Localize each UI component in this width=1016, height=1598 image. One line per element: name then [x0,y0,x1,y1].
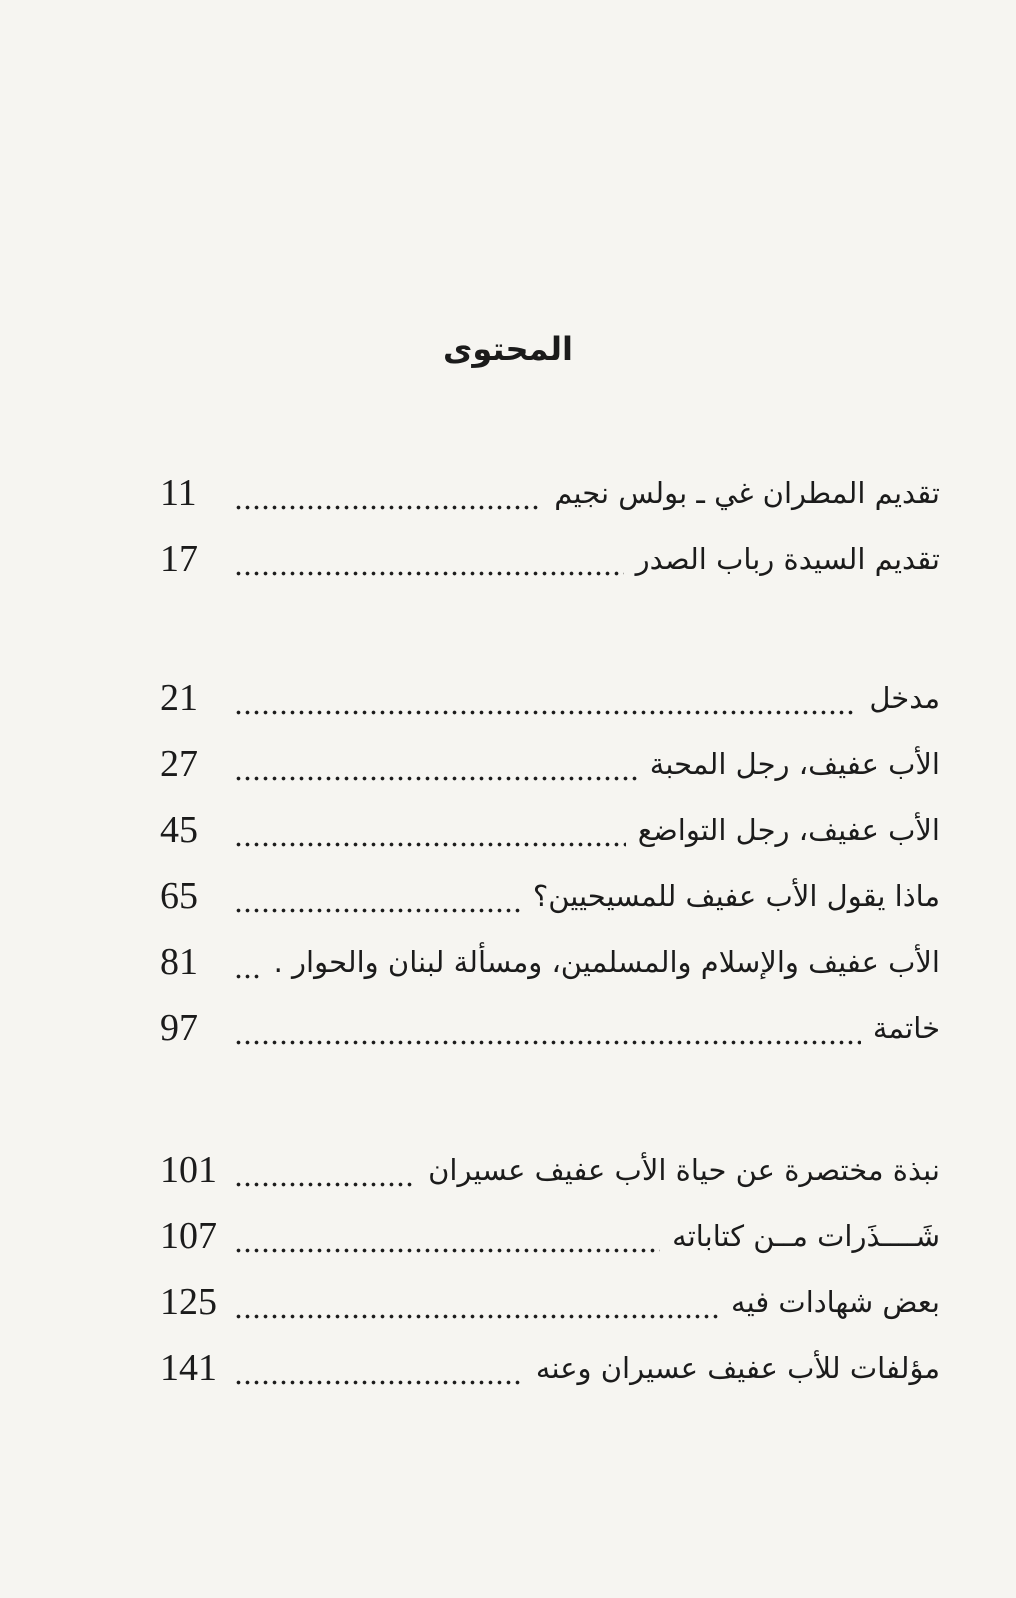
toc-entry-page: 81 [160,941,198,983]
toc-entry-label: الأب عفيف والإسلام والمسلمين، ومسألة لبنان والحوار . [273,945,940,979]
toc-entry-page: 125 [160,1281,217,1323]
toc-entry-page: 45 [160,809,198,851]
toc-entry-page: 97 [160,1007,198,1049]
toc-entry-label: مؤلفات للأب عفيف عسيران وعنه [535,1351,940,1385]
dot-leader [234,526,624,592]
toc-entry-label: خاتمة [872,1011,940,1045]
toc-entry-page: 107 [160,1215,217,1257]
dot-leader [234,1335,524,1401]
dot-leader [234,1203,660,1269]
dot-leader [234,929,262,995]
toc-entry-page: 65 [160,875,198,917]
toc-entry [160,929,940,995]
toc-entry-page: 101 [160,1149,217,1191]
toc-entry-label: تقديم السيدة رباب الصدر [635,542,940,576]
toc-entry-label: تقديم المطران غي ـ بولس نجيم [554,476,940,510]
toc-entry [160,731,940,797]
dot-leader [234,995,861,1061]
toc-entry [160,797,940,863]
toc-entry-label: شَــــذَرات مــن كتاباته [672,1219,940,1253]
page-title: المحتوى [443,330,573,368]
toc-entry [160,1335,940,1401]
dot-leader [234,731,638,797]
dot-leader [234,797,626,863]
toc-entry-label: ماذا يقول الأب عفيف للمسيحيين؟ [532,879,940,913]
toc-entry-page: 11 [160,472,197,514]
dot-leader [234,460,542,526]
toc-entry [160,1203,940,1269]
toc-entry-label: بعض شهادات فيه [731,1285,940,1319]
toc-entry [160,665,940,731]
toc-entry-page: 27 [160,743,198,785]
toc-entry [160,526,940,592]
toc-entry-page: 141 [160,1347,217,1389]
toc-section-chapters [160,665,940,1061]
dot-leader [234,1137,416,1203]
toc-entry-label: مدخل [869,681,940,715]
dot-leader [234,863,521,929]
toc-entry [160,1137,940,1203]
toc-section-forewords [160,460,940,592]
toc-entry [160,995,940,1061]
toc-entry-label: نبذة مختصرة عن حياة الأب عفيف عسيران [428,1153,940,1187]
toc-section-appendices [160,1137,940,1401]
dot-leader [234,1269,719,1335]
toc-entry [160,863,940,929]
toc-entry-page: 21 [160,677,198,719]
toc-entry-label: الأب عفيف، رجل التواضع [637,813,940,847]
dot-leader [234,665,857,731]
toc-entry-label: الأب عفيف، رجل المحبة [649,747,940,781]
toc-entry [160,1269,940,1335]
toc-entry-page: 17 [160,538,198,580]
toc-entry [160,460,940,526]
